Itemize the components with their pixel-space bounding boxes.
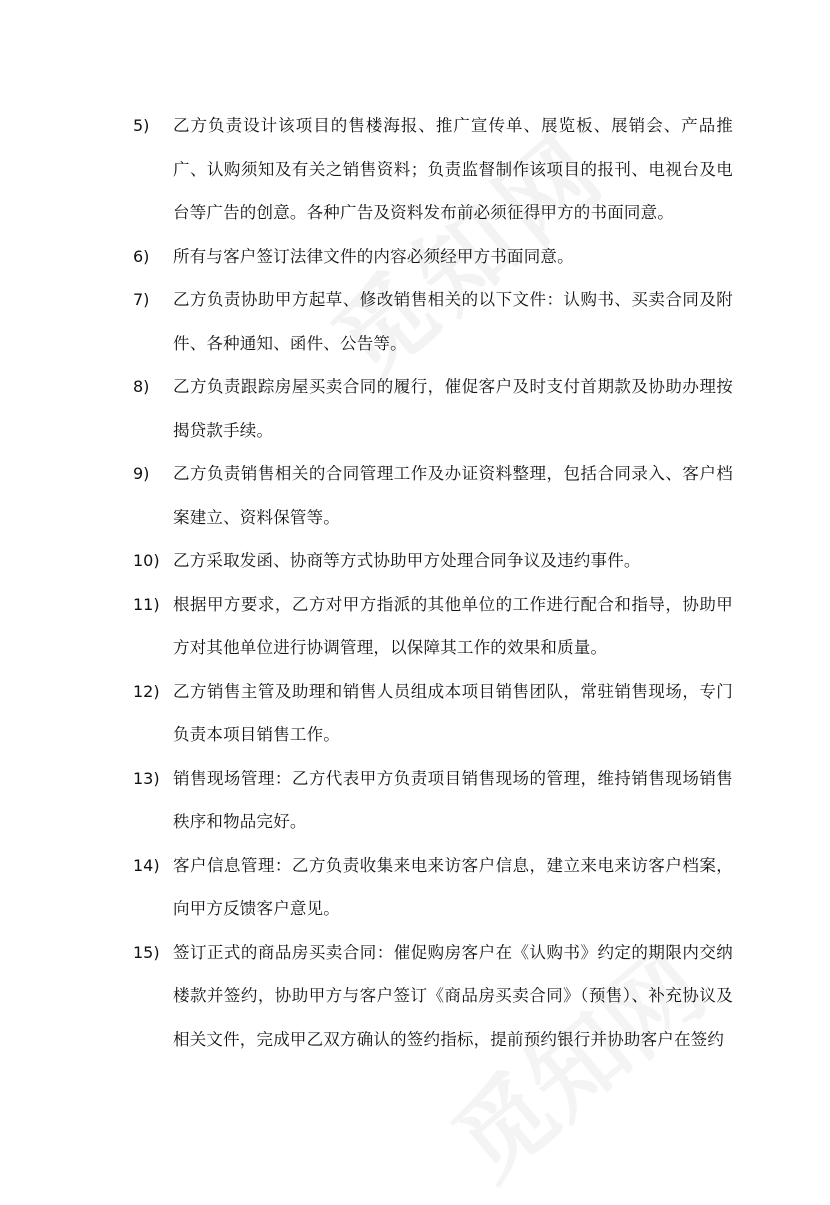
clause-list [133,104,733,1061]
item-number: 15) [133,942,160,962]
list-item [133,278,733,365]
item-number: 8) [133,377,150,396]
list-item [133,104,733,235]
item-text: 销售现场管理：乙方代表甲方负责项目销售现场的管理，维持销售现场销售秩序和物品完好。 [173,768,733,831]
item-text: 乙方负责协助甲方起草、修改销售相关的以下文件：认购书、买卖合同及附件、各种通知、函件、公告等。 [173,290,733,353]
list-item [133,235,733,279]
list-item [133,670,733,757]
list-item [133,452,733,539]
item-number: 9) [133,464,150,483]
item-text: 乙方负责设计该项目的售楼海报、推广宣传单、展览板、展销会、产品推广、认购须知及有关之销售资料；负责监督制作该项目的报刊、电视台及电台等广告的创意。各种广告及资料发布前必须征得甲方的书面同意。 [173,116,733,222]
item-text: 根据甲方要求，乙方对甲方指派的其他单位的工作进行配合和指导，协助甲方对其他单位进行协调管理，以保障其工作的效果和质量。 [173,594,733,657]
item-number: 13) [133,768,160,788]
list-item [133,931,733,1062]
item-number: 11) [133,594,160,614]
list-item [133,539,733,583]
list-item [133,365,733,452]
item-text: 乙方负责跟踪房屋买卖合同的履行，催促客户及时支付首期款及协助办理按揭贷款手续。 [173,377,733,440]
item-text: 客户信息管理：乙方负责收集来电来访客户信息，建立来电来访客户档案，向甲方反馈客户意见。 [173,855,733,918]
item-text: 所有与客户签订法律文件的内容必须经甲方书面同意。 [173,246,574,266]
list-item [133,583,733,670]
item-number: 10) [133,551,160,570]
item-text: 乙方销售主管及助理和销售人员组成本项目销售团队，常驻销售现场，专门负责本项目销售工作。 [173,681,733,744]
item-number: 5) [133,116,150,135]
list-item [133,757,733,844]
item-text: 签订正式的商品房买卖合同：催促购房客户在《认购书》约定的期限内交纳楼款并签约，协助甲方与客户签订《商品房买卖合同》（预售）、补充协议及相关文件，完成甲乙双方确认的签约指标，提前预约银行并协助客户在签约 [173,942,733,1049]
item-number: 6) [133,246,150,266]
item-text: 乙方采取发函、协商等方式协助甲方处理合同争议及违约事件。 [173,551,641,570]
list-item [133,844,733,931]
item-text: 乙方负责销售相关的合同管理工作及办证资料整理，包括合同录入、客户档案建立、资料保管等。 [173,464,733,527]
item-number: 12) [133,681,160,701]
item-number: 7) [133,290,150,309]
item-number: 14) [133,855,160,875]
